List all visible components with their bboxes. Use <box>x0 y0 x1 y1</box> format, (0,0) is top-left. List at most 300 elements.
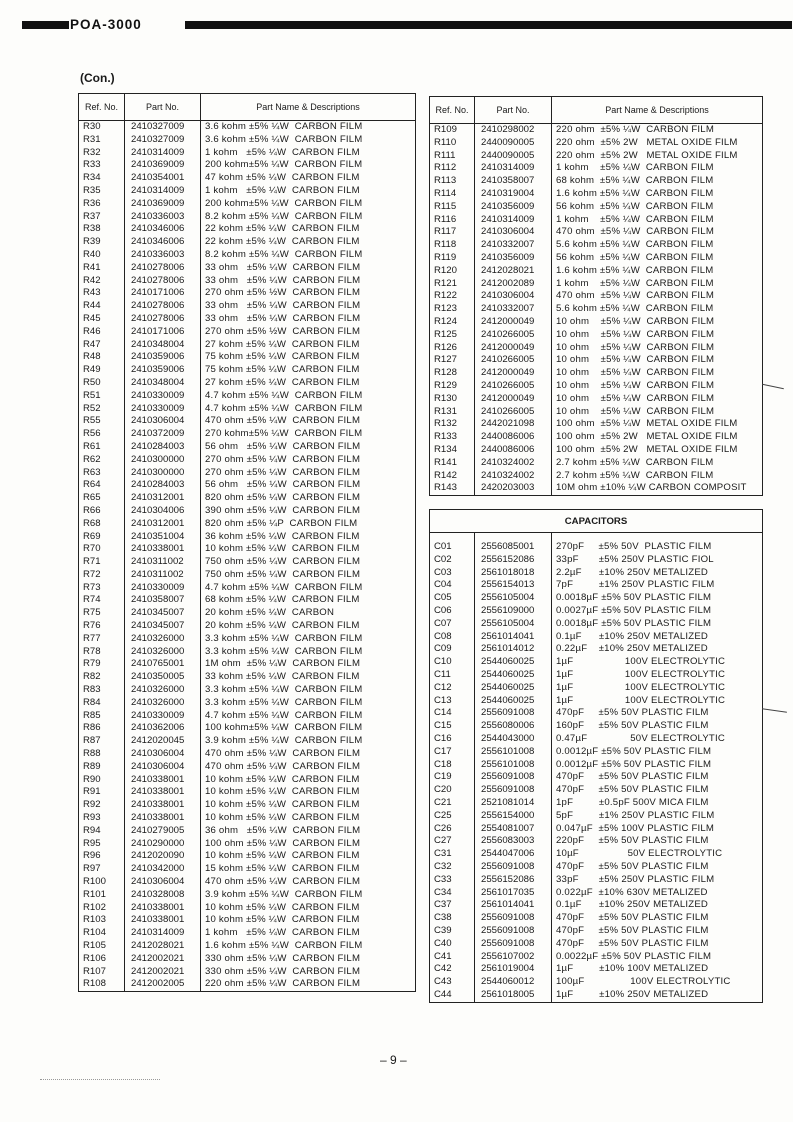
description-cell: 33 kohm ±5% ¼W CARBON FILM <box>201 671 416 684</box>
description-cell: 330 ohm ±5% ¼W CARBON FILM <box>201 953 416 966</box>
ref-no-cell: C34 <box>430 887 475 900</box>
part-no-cell: 2410324002 <box>475 457 552 470</box>
resistor-table-right <box>429 96 763 496</box>
description-cell: 33 ohm ±5% ¼W CARBON FILM <box>201 313 416 326</box>
description-cell: 1 kohm ±5% ¼W CARBON FILM <box>201 185 416 198</box>
description-cell: 470pF ±5% 50V PLASTIC FILM <box>552 771 763 784</box>
header-bar-right <box>185 21 792 29</box>
resistor-row <box>79 403 416 416</box>
ref-no-cell: R93 <box>79 812 125 825</box>
ref-no-cell: R61 <box>79 441 125 454</box>
part-no-cell: 2556091008 <box>475 912 552 925</box>
resistor-row <box>430 239 763 252</box>
description-cell: 7pF ±1% 250V PLASTIC FILM <box>552 579 763 592</box>
description-cell: 470pF ±5% 50V PLASTIC FILM <box>552 938 763 951</box>
part-no-cell: 2410314009 <box>125 147 201 160</box>
description-cell: 10 kohm ±5% ¼W CARBON FILM <box>201 799 416 812</box>
capacitor-row <box>430 899 763 912</box>
description-cell: 200 kohm±5% ¼W CARBON FILM <box>201 159 416 172</box>
ref-no-cell: R117 <box>430 226 475 239</box>
resistor-row <box>79 850 416 863</box>
resistor-row <box>79 838 416 851</box>
part-no-cell: 2440090005 <box>475 150 552 163</box>
capacitor-row <box>430 976 763 989</box>
ref-no-cell: R120 <box>430 265 475 278</box>
description-cell: 3.3 kohm ±5% ¼W CARBON FILM <box>201 697 416 710</box>
ref-no-cell: C26 <box>430 823 475 836</box>
ref-no-cell: R122 <box>430 290 475 303</box>
description-cell: 47 kohm ±5% ¼W CARBON FILM <box>201 172 416 185</box>
part-no-cell: 2556154000 <box>475 810 552 823</box>
part-no-cell: 2410298002 <box>475 124 552 137</box>
description-cell: 1 kohm ±5% ¼W CARBON FILM <box>552 162 763 175</box>
description-cell: 470pF ±5% 50V PLASTIC FILM <box>552 912 763 925</box>
resistor-row <box>79 914 416 927</box>
part-no-cell: 2410311002 <box>125 569 201 582</box>
margin-mark-1 <box>762 384 784 390</box>
description-cell: 100 ohm ±5% ¼W METAL OXIDE FILM <box>552 418 763 431</box>
ref-no-cell: R34 <box>79 172 125 185</box>
resistor-row <box>79 684 416 697</box>
resistor-row <box>79 594 416 607</box>
ref-no-cell: C27 <box>430 835 475 848</box>
ref-no-cell: R65 <box>79 492 125 505</box>
part-no-cell: 2410330009 <box>125 390 201 403</box>
capacitor-row <box>430 951 763 964</box>
ref-no-cell: R105 <box>79 940 125 953</box>
part-no-cell: 2410356009 <box>475 201 552 214</box>
description-cell: 33 ohm ±5% ¼W CARBON FILM <box>201 300 416 313</box>
part-no-cell: 2410338001 <box>125 902 201 915</box>
description-cell: 10 kohm ±5% ¼W CARBON FILM <box>201 812 416 825</box>
part-no-cell: 2410284003 <box>125 479 201 492</box>
description-cell: 33pF ±5% 250V PLASTIC FIOL <box>552 554 763 567</box>
part-no-cell: 2410328008 <box>125 889 201 902</box>
capacitor-row <box>430 695 763 708</box>
resistor-row <box>430 265 763 278</box>
part-no-cell: 2410332007 <box>475 239 552 252</box>
resistor-row <box>79 556 416 569</box>
part-no-cell: 2544060012 <box>475 976 552 989</box>
ref-no-cell: C03 <box>430 567 475 580</box>
resistor-row <box>79 454 416 467</box>
ref-no-cell: R36 <box>79 198 125 211</box>
description-cell: 22 kohm ±5% ¼W CARBON FILM <box>201 223 416 236</box>
ref-no-cell: R64 <box>79 479 125 492</box>
ref-no-cell: C02 <box>430 554 475 567</box>
resistor-row <box>430 124 763 137</box>
part-no-cell: 2442021098 <box>475 418 552 431</box>
ref-no-cell: R76 <box>79 620 125 633</box>
part-no-cell: 2410266005 <box>475 354 552 367</box>
ref-no-cell: R31 <box>79 134 125 147</box>
part-no-cell: 2556080006 <box>475 720 552 733</box>
description-cell: 2.7 kohm ±5% ¼W CARBON FILM <box>552 470 763 483</box>
description-cell: 270 ohm ±5% ¼W CARBON FILM <box>201 467 416 480</box>
part-no-cell: 2410346006 <box>125 236 201 249</box>
ref-no-cell: C25 <box>430 810 475 823</box>
resistor-row <box>79 786 416 799</box>
resistor-row <box>430 214 763 227</box>
capacitor-row <box>430 759 763 772</box>
part-no-cell: 2440090005 <box>475 137 552 150</box>
part-no-cell: 2410338001 <box>125 786 201 799</box>
ref-no-cell: C43 <box>430 976 475 989</box>
ref-no-cell: R40 <box>79 249 125 262</box>
part-no-cell: 2410306004 <box>475 290 552 303</box>
resistor-row <box>79 620 416 633</box>
ref-no-cell: R41 <box>79 262 125 275</box>
part-no-cell: 2410369009 <box>125 198 201 211</box>
ref-no-cell: R112 <box>430 162 475 175</box>
description-cell: 1µF 100V ELECTROLYTIC <box>552 695 763 708</box>
part-no-cell: 2410279005 <box>125 825 201 838</box>
description-cell: 5.6 kohm ±5% ¼W CARBON FILM <box>552 239 763 252</box>
description-cell: 750 ohm ±5% ¼W CARBON FILM <box>201 569 416 582</box>
description-cell: 75 kohm ±5% ¼W CARBON FILM <box>201 351 416 364</box>
part-no-cell: 2410765001 <box>125 658 201 671</box>
part-no-cell: 2410278006 <box>125 275 201 288</box>
part-no-cell: 2410350005 <box>125 671 201 684</box>
part-no-cell: 2410290000 <box>125 838 201 851</box>
description-cell: 1µF ±10% 100V METALIZED <box>552 963 763 976</box>
description-cell: 5pF ±1% 250V PLASTIC FILM <box>552 810 763 823</box>
resistor-row <box>79 697 416 710</box>
capacitor-row <box>430 592 763 605</box>
description-cell: 4.7 kohm ±5% ¼W CARBON FILM <box>201 710 416 723</box>
ref-no-cell: C11 <box>430 669 475 682</box>
resistor-row <box>79 761 416 774</box>
part-no-cell: 2410326000 <box>125 697 201 710</box>
resistor-row <box>79 326 416 339</box>
description-cell: 10 ohm ±5% ¼W CARBON FILM <box>552 342 763 355</box>
description-cell: 8.2 kohm ±5% ¼W CARBON FILM <box>201 249 416 262</box>
part-no-cell: 2412000049 <box>475 367 552 380</box>
part-no-cell: 2410338001 <box>125 914 201 927</box>
ref-no-cell: R71 <box>79 556 125 569</box>
capacitor-row <box>430 887 763 900</box>
capacitor-row <box>430 707 763 720</box>
part-no-cell: 2544060025 <box>475 695 552 708</box>
part-no-cell: 2410342000 <box>125 863 201 876</box>
ref-no-cell: C08 <box>430 631 475 644</box>
description-cell: 470 ohm ±5% ¼W CARBON FILM <box>552 290 763 303</box>
description-cell: 100 ohm ±5% ¼W CARBON FILM <box>201 838 416 851</box>
ref-no-cell: C42 <box>430 963 475 976</box>
part-no-cell: 2410354001 <box>125 172 201 185</box>
part-no-cell: 2412028021 <box>125 940 201 953</box>
description-cell: 10 ohm ±5% ¼W CARBON FILM <box>552 329 763 342</box>
description-cell: 820 ohm ±5% ¼P CARBON FILM <box>201 518 416 531</box>
part-no-cell: 2410358007 <box>125 594 201 607</box>
description-cell: 0.0012µF ±5% 50V PLASTIC FILM <box>552 746 763 759</box>
part-no-cell: 2410356009 <box>475 252 552 265</box>
part-no-cell: 2410345007 <box>125 607 201 620</box>
part-no-cell: 2556101008 <box>475 759 552 772</box>
ref-no-cell: R108 <box>79 978 125 991</box>
part-no-cell: 2412002021 <box>125 953 201 966</box>
ref-no-cell: C41 <box>430 951 475 964</box>
description-cell: 1µF 100V ELECTROLYTIC <box>552 669 763 682</box>
description-cell: 68 kohm ±5% ¼W CARBON FILM <box>552 175 763 188</box>
resistor-row <box>79 415 416 428</box>
ref-no-cell: R143 <box>430 482 475 495</box>
description-cell: 0.1µF ±10% 250V METALIZED <box>552 631 763 644</box>
ref-no-cell: C31 <box>430 848 475 861</box>
description-cell: 10 kohm ±5% ¼W CARBON FILM <box>201 902 416 915</box>
part-no-cell: 2544060025 <box>475 669 552 682</box>
part-no-cell: 2561017035 <box>475 887 552 900</box>
resistor-row <box>79 902 416 915</box>
resistor-table-left <box>78 93 416 992</box>
part-no-cell: 2410314009 <box>475 162 552 175</box>
capacitor-row <box>430 963 763 976</box>
capacitor-table <box>429 509 763 1003</box>
description-cell: 1M ohm ±5% ¼W CARBON FILM <box>201 658 416 671</box>
capacitor-rows <box>430 533 763 1003</box>
ref-no-cell: R78 <box>79 646 125 659</box>
resistor-row <box>430 150 763 163</box>
ref-no-cell: R77 <box>79 633 125 646</box>
capacitor-row <box>430 720 763 733</box>
ref-no-cell: C39 <box>430 925 475 938</box>
resistor-row <box>79 339 416 352</box>
ref-no-cell: R37 <box>79 211 125 224</box>
description-cell: 0.022µF ±10% 630V METALIZED <box>552 887 763 900</box>
description-cell: 470 ohm ±5% ¼W CARBON FILM <box>201 761 416 774</box>
capacitor-row <box>430 823 763 836</box>
resistor-row <box>430 470 763 483</box>
description-cell: 3.3 kohm ±5% ¼W CARBON FILM <box>201 633 416 646</box>
ref-no-cell: C16 <box>430 733 475 746</box>
page-number: – 9 – <box>380 1053 407 1067</box>
ref-no-cell: R48 <box>79 351 125 364</box>
ref-no-cell: R133 <box>430 431 475 444</box>
capacitor-row <box>430 579 763 592</box>
description-cell: 100µF 100V ELECTROLYTIC <box>552 976 763 989</box>
ref-no-cell: C37 <box>430 899 475 912</box>
part-no-cell: 2544060025 <box>475 656 552 669</box>
part-no-cell: 2410304006 <box>125 505 201 518</box>
ref-no-cell: R83 <box>79 684 125 697</box>
ref-no-cell: R56 <box>79 428 125 441</box>
resistor-row <box>79 646 416 659</box>
part-no-cell: 2410358007 <box>475 175 552 188</box>
capacitor-row <box>430 656 763 669</box>
description-cell: 3.6 kohm ±5% ¼W CARBON FILM <box>201 134 416 147</box>
ref-no-cell: R104 <box>79 927 125 940</box>
description-cell: 22 kohm ±5% ¼W CARBON FILM <box>201 236 416 249</box>
ref-no-cell: C14 <box>430 707 475 720</box>
ref-no-cell: C33 <box>430 874 475 887</box>
ref-no-cell: C18 <box>430 759 475 772</box>
part-no-cell: 2410369009 <box>125 159 201 172</box>
description-cell: 33pF ±5% 250V PLASTIC FILM <box>552 874 763 887</box>
part-no-cell: 2412002005 <box>125 978 201 991</box>
ref-no-cell: R96 <box>79 850 125 863</box>
description-cell: 27 kohm ±5% ¼W CARBON FILM <box>201 377 416 390</box>
capacitor-row <box>430 746 763 759</box>
resistor-rows-right <box>430 124 763 496</box>
description-cell: 0.0018µF ±5% 50V PLASTIC FILM <box>552 592 763 605</box>
scan-artifact <box>40 1079 160 1080</box>
description-cell: 100 kohm±5% ¼W CARBON FILM <box>201 722 416 735</box>
part-no-cell: 2556091008 <box>475 771 552 784</box>
resistor-row <box>430 354 763 367</box>
ref-no-cell: R87 <box>79 735 125 748</box>
part-no-cell: 2556105004 <box>475 618 552 631</box>
description-cell: 15 kohm ±5% ¼W CARBON FILM <box>201 863 416 876</box>
capacitor-row <box>430 567 763 580</box>
description-cell: 3.9 kohm ±5% ¼W CARBON FILM <box>201 735 416 748</box>
description-cell: 750 ohm ±5% ¼W CARBON FILM <box>201 556 416 569</box>
capacitor-row <box>430 874 763 887</box>
ref-no-cell: R72 <box>79 569 125 582</box>
part-no-cell: 2412020090 <box>125 850 201 863</box>
ref-no-cell: R91 <box>79 786 125 799</box>
resistor-row <box>79 467 416 480</box>
ref-no-cell: R30 <box>79 121 125 134</box>
header-bar-left <box>22 21 69 29</box>
ref-no-cell: R119 <box>430 252 475 265</box>
capacitor-row <box>430 848 763 861</box>
ref-no-cell: R38 <box>79 223 125 236</box>
resistor-row <box>430 329 763 342</box>
description-cell: 470 ohm ±5% ¼W CARBON FILM <box>552 226 763 239</box>
description-cell: 200 kohm±5% ¼W CARBON FILM <box>201 198 416 211</box>
resistor-row <box>79 774 416 787</box>
resistor-row <box>79 300 416 313</box>
part-no-cell: 2410326000 <box>125 633 201 646</box>
part-no-cell: 2556101008 <box>475 746 552 759</box>
ref-no-cell: R107 <box>79 966 125 979</box>
ref-no-cell: R115 <box>430 201 475 214</box>
resistor-row <box>79 287 416 300</box>
part-no-cell: 2410338001 <box>125 543 201 556</box>
description-cell: 1µF 100V ELECTROLYTIC <box>552 656 763 669</box>
ref-no-cell: R86 <box>79 722 125 735</box>
ref-no-cell: R62 <box>79 454 125 467</box>
description-cell: 3.6 kohm ±5% ¼W CARBON FILM <box>201 121 416 134</box>
ref-no-header: Ref. No. <box>430 97 475 124</box>
description-cell: 10 ohm ±5% ¼W CARBON FILM <box>552 406 763 419</box>
ref-no-cell: R70 <box>79 543 125 556</box>
description-cell: 470 ohm ±5% ¼W CARBON FILM <box>201 876 416 889</box>
part-no-cell: 2556152086 <box>475 554 552 567</box>
ref-no-cell: R46 <box>79 326 125 339</box>
description-cell: 270 ohm ±5% ¼W CARBON FILM <box>201 454 416 467</box>
capacitor-row <box>430 631 763 644</box>
description-cell: 3.9 kohm ±5% ¼W CARBON FILM <box>201 889 416 902</box>
capacitor-row <box>430 989 763 1002</box>
resistor-row <box>430 201 763 214</box>
capacitor-row <box>430 912 763 925</box>
part-no-cell: 2554081007 <box>475 823 552 836</box>
part-no-cell: 2412002089 <box>475 278 552 291</box>
resistor-row <box>79 390 416 403</box>
description-cell: 390 ohm ±5% ¼W CARBON FILM <box>201 505 416 518</box>
capacitor-row <box>430 797 763 810</box>
resistor-row <box>79 748 416 761</box>
ref-no-cell: R92 <box>79 799 125 812</box>
part-no-cell: 2410330009 <box>125 403 201 416</box>
part-no-cell: 2410266005 <box>475 406 552 419</box>
ref-no-cell: C44 <box>430 989 475 1002</box>
part-no-cell: 2410330009 <box>125 710 201 723</box>
part-no-cell: 2410278006 <box>125 313 201 326</box>
description-cell: 10 kohm ±5% ¼W CARBON FILM <box>201 786 416 799</box>
description-cell: 1µF 100V ELECTROLYTIC <box>552 682 763 695</box>
resistor-row <box>79 722 416 735</box>
page-header <box>22 19 792 33</box>
ref-no-cell: C32 <box>430 861 475 874</box>
ref-no-cell: C38 <box>430 912 475 925</box>
capacitor-row <box>430 605 763 618</box>
resistor-row <box>79 582 416 595</box>
ref-no-cell: R124 <box>430 316 475 329</box>
part-no-cell: 2410359006 <box>125 364 201 377</box>
ref-no-cell: R89 <box>79 761 125 774</box>
description-cell: 10 kohm ±5% ¼W CARBON FILM <box>201 914 416 927</box>
resistor-row <box>79 940 416 953</box>
ref-no-cell: C04 <box>430 579 475 592</box>
part-no-cell: 2410348004 <box>125 377 201 390</box>
ref-no-cell: R130 <box>430 393 475 406</box>
resistor-row <box>430 380 763 393</box>
resistor-row <box>79 966 416 979</box>
ref-no-cell: C10 <box>430 656 475 669</box>
ref-no-cell: R42 <box>79 275 125 288</box>
part-no-cell: 2410266005 <box>475 329 552 342</box>
description-header: Part Name & Descriptions <box>201 94 416 121</box>
ref-no-cell: C20 <box>430 784 475 797</box>
part-no-cell: 2412000049 <box>475 342 552 355</box>
resistor-row <box>79 275 416 288</box>
part-no-cell: 2410312001 <box>125 518 201 531</box>
part-no-cell: 2556083003 <box>475 835 552 848</box>
description-cell: 56 kohm ±5% ¼W CARBON FILM <box>552 201 763 214</box>
ref-no-cell: R90 <box>79 774 125 787</box>
part-no-cell: 2410284003 <box>125 441 201 454</box>
description-cell: 10 kohm ±5% ¼W CARBON FILM <box>201 543 416 556</box>
part-no-cell: 2410362006 <box>125 722 201 735</box>
part-no-cell: 2410306004 <box>125 761 201 774</box>
part-no-cell: 2410345007 <box>125 620 201 633</box>
description-cell: 220 ohm ±5% ¼W CARBON FILM <box>552 124 763 137</box>
description-cell: 100 ohm ±5% 2W METAL OXIDE FILM <box>552 444 763 457</box>
resistor-row <box>79 121 416 134</box>
ref-no-cell: R106 <box>79 953 125 966</box>
resistor-row <box>430 303 763 316</box>
description-cell: 36 kohm ±5% ¼W CARBON FILM <box>201 531 416 544</box>
ref-no-cell: R74 <box>79 594 125 607</box>
description-cell: 0.0012µF ±5% 50V PLASTIC FILM <box>552 759 763 772</box>
part-no-cell: 2556105004 <box>475 592 552 605</box>
ref-no-cell: C19 <box>430 771 475 784</box>
description-cell: 20 kohm ±5% ¼W CARBON <box>201 607 416 620</box>
part-no-cell: 2410300000 <box>125 454 201 467</box>
resistor-row <box>79 863 416 876</box>
ref-no-cell: R125 <box>430 329 475 342</box>
description-cell: 75 kohm ±5% ¼W CARBON FILM <box>201 364 416 377</box>
part-no-cell: 2556091008 <box>475 784 552 797</box>
part-no-cell: 2410314009 <box>475 214 552 227</box>
part-no-cell: 2410171006 <box>125 326 201 339</box>
resistor-row <box>430 393 763 406</box>
ref-no-cell: R127 <box>430 354 475 367</box>
resistor-row <box>430 367 763 380</box>
description-cell: 470 ohm ±5% ¼W CARBON FILM <box>201 415 416 428</box>
